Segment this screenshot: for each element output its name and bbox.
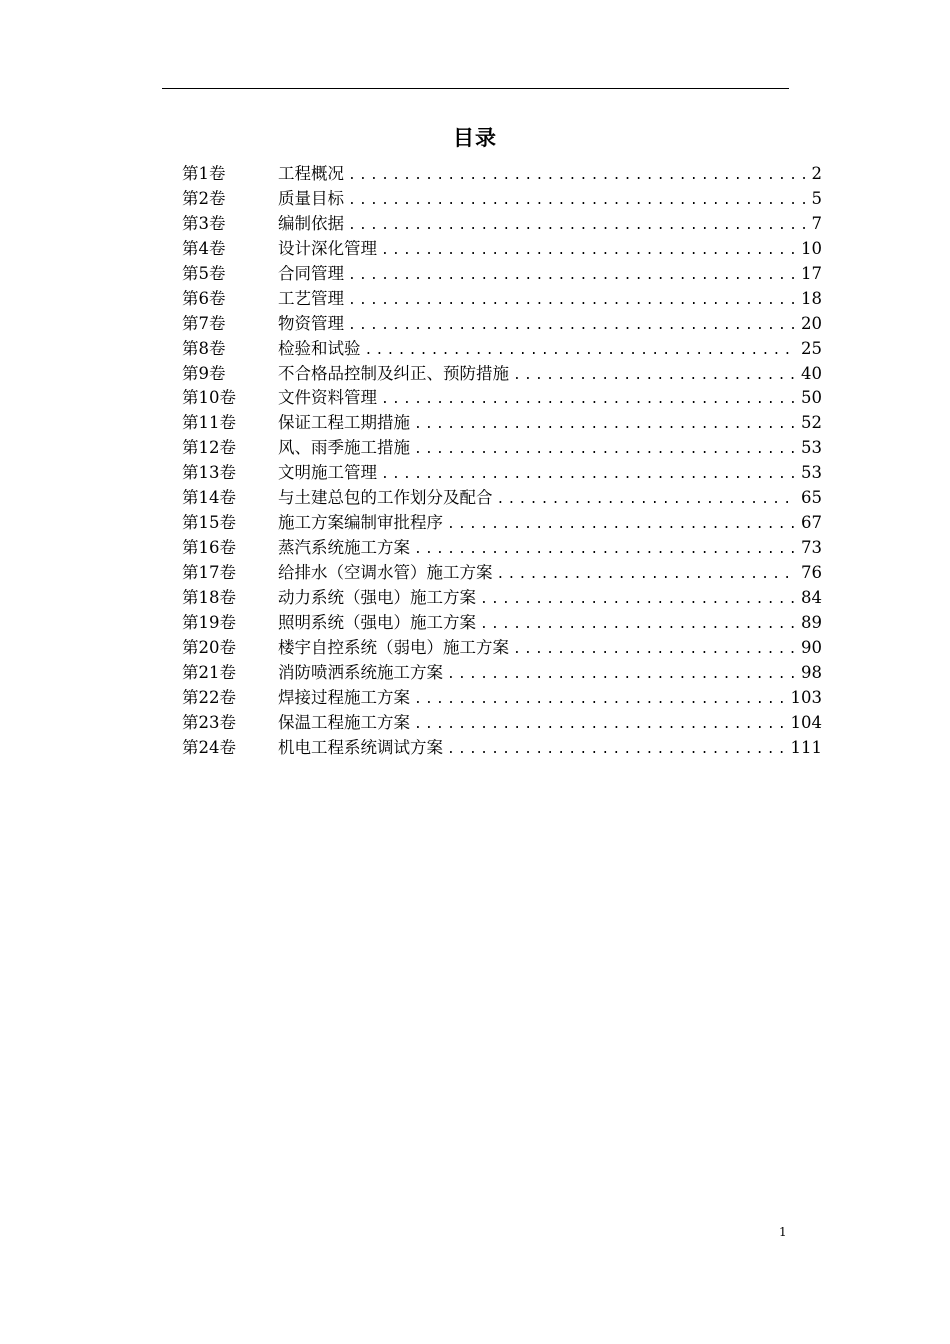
toc-title: 工程概况	[278, 164, 344, 183]
toc-page-number: 89	[801, 612, 822, 632]
toc-entry[interactable]	[182, 187, 822, 212]
toc-entry[interactable]	[182, 636, 822, 661]
toc-page-number: 73	[801, 538, 822, 558]
toc-entry[interactable]	[182, 711, 822, 736]
toc-entry[interactable]	[182, 661, 822, 686]
toc-title: 焊接过程施工方案	[278, 687, 410, 707]
toc-page-number: 7	[811, 213, 822, 233]
toc-leader-dots	[348, 314, 795, 339]
toc-volume: 第21卷	[182, 662, 236, 682]
toc-page-number: 20	[801, 313, 822, 333]
toc-leader-dots	[348, 289, 795, 314]
toc-title: 与土建总包的工作划分及配合	[278, 488, 493, 508]
toc-volume: 第14卷	[182, 488, 236, 508]
toc-entry[interactable]	[182, 212, 822, 237]
toc-volume: 第2卷	[182, 188, 226, 208]
toc-entry[interactable]	[182, 436, 822, 461]
toc-page-number: 98	[801, 662, 822, 682]
toc-entry[interactable]	[182, 411, 822, 436]
toc-leader-dots	[497, 563, 796, 588]
toc-leader-dots	[365, 339, 796, 364]
toc-page-number: 67	[801, 513, 822, 533]
toc-title: 合同管理	[278, 263, 344, 283]
toc-entry[interactable]	[182, 561, 822, 586]
toc-volume: 第18卷	[182, 587, 236, 607]
toc-leader-dots	[348, 189, 806, 214]
toc-page-number: 103	[790, 687, 822, 707]
toc-volume: 第22卷	[182, 687, 236, 707]
toc-page-number: 53	[801, 438, 822, 458]
toc-title: 不合格品控制及纠正、预防措施	[278, 363, 509, 383]
toc-volume: 第15卷	[182, 513, 236, 533]
toc-page-number: 53	[801, 463, 822, 483]
toc-volume: 第1卷	[182, 164, 226, 183]
toc-leader-dots	[414, 688, 785, 713]
toc-volume: 第20卷	[182, 637, 236, 657]
toc-leader-dots	[414, 413, 795, 438]
toc-page-number: 25	[801, 338, 822, 358]
toc-volume: 第5卷	[182, 263, 226, 283]
toc-page-number: 65	[801, 488, 822, 508]
toc-entry[interactable]	[182, 586, 822, 611]
page-number: 1	[779, 1225, 787, 1239]
toc-volume: 第10卷	[182, 388, 236, 408]
toc-entry[interactable]	[182, 337, 822, 362]
toc-page-number: 104	[790, 712, 822, 732]
toc-volume: 第13卷	[182, 463, 236, 483]
table-of-contents	[182, 162, 822, 761]
toc-leader-dots	[348, 164, 806, 189]
toc-entry[interactable]	[182, 237, 822, 262]
toc-leader-dots	[480, 588, 795, 613]
toc-volume: 第3卷	[182, 213, 226, 233]
toc-entry[interactable]	[182, 486, 822, 511]
toc-title: 给排水（空调水管）施工方案	[278, 563, 493, 582]
toc-page-number: 2	[811, 164, 822, 183]
toc-entry[interactable]	[182, 511, 822, 536]
toc-volume: 第9卷	[182, 363, 226, 383]
toc-entry[interactable]	[182, 386, 822, 411]
toc-entry[interactable]	[182, 312, 822, 337]
toc-volume: 第24卷	[182, 737, 236, 757]
toc-leader-dots	[348, 214, 806, 239]
toc-page-number: 90	[801, 637, 822, 657]
toc-page-number: 76	[801, 563, 822, 582]
toc-page-number: 40	[801, 363, 822, 383]
toc-title: 质量目标	[278, 188, 344, 208]
toc-entry[interactable]	[182, 362, 822, 387]
toc-volume: 第4卷	[182, 238, 226, 258]
toc-leader-dots	[381, 239, 795, 264]
toc-entry[interactable]	[182, 736, 822, 761]
toc-title: 楼宇自控系统（弱电）施工方案	[278, 637, 509, 657]
toc-title: 施工方案编制审批程序	[278, 513, 443, 533]
toc-volume: 第11卷	[182, 413, 236, 433]
toc-title: 文件资料管理	[278, 388, 377, 408]
toc-page-number: 52	[801, 413, 822, 433]
toc-volume: 第12卷	[182, 438, 236, 458]
toc-leader-dots	[447, 663, 795, 688]
toc-entry[interactable]	[182, 461, 822, 486]
toc-title: 文明施工管理	[278, 463, 377, 483]
toc-entry[interactable]	[182, 262, 822, 287]
toc-page-number: 17	[801, 263, 822, 283]
toc-title: 编制依据	[278, 213, 344, 233]
toc-title: 动力系统（强电）施工方案	[278, 587, 476, 607]
toc-title: 检验和试验	[278, 338, 361, 358]
toc-leader-dots	[497, 488, 796, 513]
toc-page-number: 84	[801, 587, 822, 607]
toc-volume: 第16卷	[182, 538, 236, 558]
toc-leader-dots	[447, 738, 785, 763]
toc-volume: 第23卷	[182, 712, 236, 732]
header-rule	[162, 88, 789, 89]
toc-page-number: 50	[801, 388, 822, 408]
toc-volume: 第7卷	[182, 313, 226, 333]
toc-title: 风、雨季施工措施	[278, 438, 410, 458]
toc-title: 蒸汽系统施工方案	[278, 538, 410, 558]
toc-page-number: 18	[801, 288, 822, 308]
toc-volume: 第6卷	[182, 288, 226, 308]
toc-entry[interactable]	[182, 686, 822, 711]
page-title: 目录	[453, 125, 497, 150]
toc-title: 消防喷洒系统施工方案	[278, 662, 443, 682]
toc-title: 保温工程施工方案	[278, 712, 410, 732]
toc-page-number: 5	[811, 188, 822, 208]
toc-leader-dots	[348, 264, 795, 289]
toc-leader-dots	[447, 513, 795, 538]
toc-volume: 第17卷	[182, 563, 236, 582]
toc-entry[interactable]	[182, 162, 822, 187]
toc-title: 照明系统（强电）施工方案	[278, 612, 476, 632]
toc-page-number: 10	[801, 238, 822, 258]
toc-entry[interactable]	[182, 611, 822, 636]
toc-title: 物资管理	[278, 313, 344, 333]
toc-title: 保证工程工期措施	[278, 413, 410, 433]
toc-leader-dots	[480, 613, 795, 638]
toc-volume: 第8卷	[182, 338, 226, 358]
toc-title: 设计深化管理	[278, 238, 377, 258]
toc-leader-dots	[414, 713, 785, 738]
toc-leader-dots	[414, 438, 795, 463]
toc-entry[interactable]	[182, 536, 822, 561]
toc-page-number: 111	[790, 737, 822, 757]
toc-leader-dots	[381, 463, 795, 488]
toc-title: 工艺管理	[278, 288, 344, 308]
toc-leader-dots	[414, 538, 795, 563]
toc-entry[interactable]	[182, 287, 822, 312]
toc-volume: 第19卷	[182, 612, 236, 632]
toc-leader-dots	[381, 388, 795, 413]
toc-leader-dots	[513, 638, 795, 663]
toc-title: 机电工程系统调试方案	[278, 737, 443, 757]
toc-leader-dots	[513, 364, 795, 389]
